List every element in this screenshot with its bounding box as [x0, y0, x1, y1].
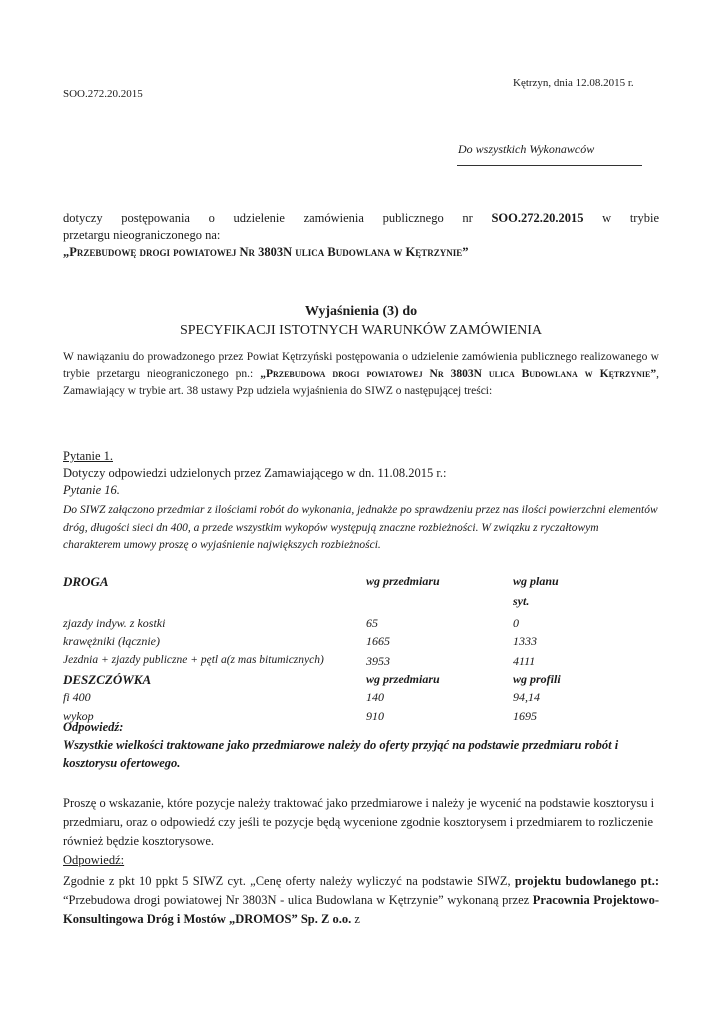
- answer-2-part-1: Zgodnie z pkt 10 ppkt 5 SIWZ cyt. „Cenę oferty należy wyliczyć na podstawie SIWZ,: [63, 874, 515, 888]
- row-value-przedmiar: 65: [366, 616, 378, 630]
- document-title: [63, 302, 659, 340]
- answer-2-heading: Odpowiedź:: [63, 853, 125, 867]
- row-value-przedmiar: 1665: [366, 634, 390, 648]
- intro-line-1: [63, 210, 659, 227]
- body1-project-name: „Przebudowa drogi powiatowej Nr 3803N ulica Budowlana w Kętrzynie”: [260, 368, 657, 380]
- place-date: Kętrzyn, dnia 12.08.2015 r.: [513, 77, 634, 89]
- answer-2-text: [63, 872, 659, 929]
- body1-text-a: W nawiązaniu do prowadzonego przez Powiat Kętrzyński postępowania o udzielenie zamówienia publicznego realizowanego w trybie przetargu nieograniczonego pn.:: [63, 351, 659, 380]
- row-label: Jezdnia + zjazdy publiczne + pętl a(z mas bitumicznych): [63, 654, 324, 666]
- question-subheading: Pytanie 16.: [63, 483, 120, 497]
- intro-line-2: przetargu nieograniczonego na:: [63, 228, 221, 242]
- row-value-plan: 1333: [513, 634, 537, 648]
- title-line-2: SPECYFIKACJI ISTOTNYCH WARUNKÓW ZAMÓWIENIA: [179, 323, 543, 338]
- case-number: SOO.272.20.2015: [491, 211, 584, 225]
- row-label: zjazdy indyw. z kostki: [63, 616, 166, 630]
- row-value-przedmiar: 140: [366, 690, 384, 704]
- title-line-1: Wyjaśnienia (3) do: [304, 304, 418, 319]
- answer-1: [63, 718, 659, 772]
- deszczowka-col3-header: wg profili: [513, 672, 561, 686]
- row-value-plan: 0: [513, 616, 519, 630]
- answer-2-company: Pracownia Projektowo-Konsultingowa Dróg i Mostów „DROMOS” Sp. Z o.o.: [63, 893, 659, 926]
- droga-col3-header-2: syt.: [513, 594, 530, 608]
- row-value-przedmiar: 910: [366, 709, 384, 723]
- row-label: fi 400: [63, 690, 91, 704]
- deszczowka-heading: DESZCZÓWKA: [63, 672, 152, 687]
- deszczowka-col2-header: wg przedmiaru: [366, 672, 440, 686]
- question-line: Dotyczy odpowiedzi udzielonych przez Zamawiającego w dn. 11.08.2015 r.:: [63, 466, 447, 480]
- row-value-profil: 94,14: [513, 690, 540, 704]
- row-value-przedmiar: 3953: [366, 654, 390, 668]
- answer-2-part-5: z: [351, 912, 360, 926]
- question-heading: Pytanie 1.: [63, 449, 113, 463]
- row-label: krawężniki (łącznie): [63, 634, 160, 648]
- row-label: wykop: [63, 709, 94, 723]
- droga-col3-header: wg planu: [513, 574, 559, 588]
- reference-number: SOO.272.20.2015: [63, 88, 143, 100]
- addressee-underline: [457, 165, 642, 166]
- droga-heading: DROGA: [63, 574, 109, 589]
- addressee: Do wszystkich Wykonawców: [458, 142, 595, 156]
- row-value-plan: 4111: [513, 654, 536, 668]
- procurement-title: „Przebudowę drogi powiatowej Nr 3803N ulica Budowlana w Kętrzynie”: [63, 245, 469, 259]
- answer-1-text: Wszystkie wielkości traktowane jako przedmiarowe należy do oferty przyjąć na podstawie przedmiaru robót i kosztorysu ofertowego.: [63, 738, 619, 770]
- answer-1-heading: Odpowiedź:: [63, 720, 124, 734]
- intro-text-a: dotyczy postępowania o udzielenie zamówienia publicznego nr: [63, 211, 492, 225]
- body1-text-c: , Zamawiający w trybie art. 38 ustawy Pzp udziela wyjaśnienia do SIWZ o następującej treści:: [63, 368, 659, 397]
- answer-2-part-2: projektu budowlanego pt.:: [514, 874, 659, 888]
- body-paragraph-1: [63, 349, 659, 400]
- answer-2-part-3: “Przebudowa drogi powiatowej Nr 3803N - ulica Budowlana w Kętrzynie” wykonaną przez: [63, 893, 533, 907]
- row-value-profil: 1695: [513, 709, 537, 723]
- intro-text-c: w trybie: [583, 211, 659, 225]
- intro-paragraph: [63, 210, 659, 261]
- question-text: Do SIWZ załączono przedmiar z ilościami robót do wykonania, jednakże po sprawdzeniu przez nas ilości powierzchni elementów dróg, długości sieci dn 400, a przede wszystkim wykopów występują znaczne rozbieżności. W związku z ryczałtowym charakterem umowy proszę o wyjaśnienie największych rozbieżności.: [63, 504, 658, 551]
- droga-col2-header: wg przedmiaru: [366, 574, 440, 588]
- body-paragraph-2: Proszę o wskazanie, które pozycje należy traktować jako przedmiarowe i należy je wycenić na podstawie kosztorysu i przedmiaru, oraz o odpowiedź czy jeśli te pozycje będą wycenione zgodnie kosztorysem i przedmiarem to rozliczenie również będzie kosztorysowe.: [63, 796, 655, 848]
